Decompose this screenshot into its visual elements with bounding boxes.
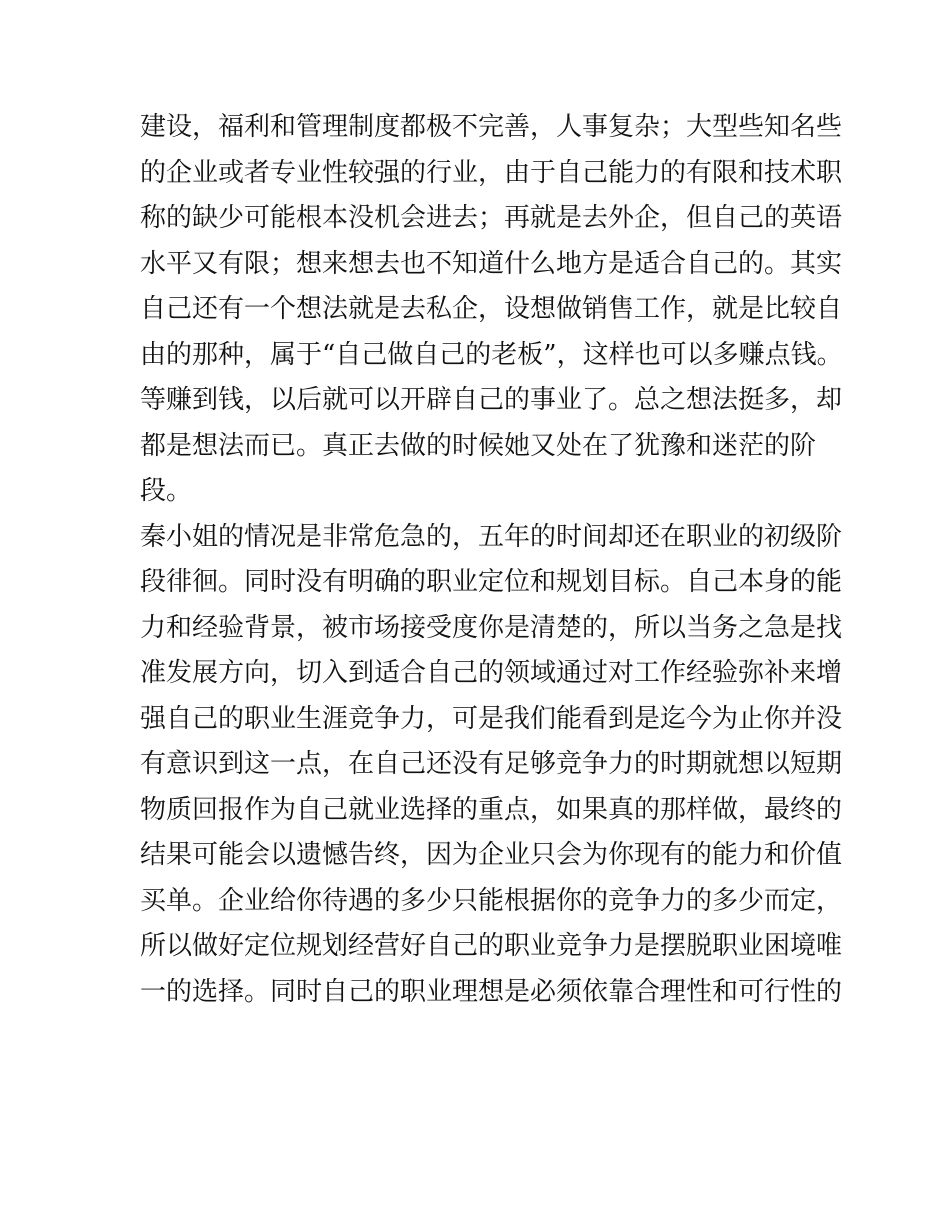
text-line: 的企业或者专业性较强的行业，由于自己能力的有限和技术职 <box>140 157 843 188</box>
text-line: 买单。企业给你待遇的多少只能根据你的竞争力的多少而定， <box>140 885 843 916</box>
text-line: 一的选择。同时自己的职业理想是必须依靠合理性和可行性的 <box>140 976 843 1007</box>
text-line: 段。 <box>140 476 193 506</box>
text-line: 准发展方向，切入到适合自己的领域通过对工作经验弥补来增 <box>140 658 843 688</box>
text-line: 秦小姐的情况是非常危急的，五年的时间却还在职业的初级阶 <box>140 521 843 552</box>
text-line: 物质回报作为自己就业选择的重点，如果真的那样做，最终的 <box>140 794 843 825</box>
text-line: 由的那种，属于“自己做自己的老板”，这样也可以多赚点钱。 <box>140 339 843 370</box>
text-line: 自己还有一个想法就是去私企，设想做销售工作，就是比较自 <box>140 294 843 324</box>
text-line: 结果可能会以遗憾告终，因为企业只会为你现有的能力和价值 <box>140 840 843 870</box>
text-line: 等赚到钱，以后就可以开辟自己的事业了。总之想法挺多，却 <box>140 385 843 415</box>
text-line: 有意识到这一点，在自己还没有足够竞争力的时期就想以短期 <box>140 749 843 779</box>
text-line: 建设，福利和管理制度都极不完善，人事复杂；大型些知名些 <box>140 112 843 142</box>
text-line: 都是想法而已。真正去做的时候她又处在了犹豫和迷茫的阶 <box>140 430 817 461</box>
text-line: 称的缺少可能根本没机会进去；再就是去外企，但自己的英语 <box>140 203 843 233</box>
text-line: 力和经验背景，被市场接受度你是清楚的，所以当务之急是找 <box>140 612 843 643</box>
text-line: 段徘徊。同时没有明确的职业定位和规划目标。自己本身的能 <box>140 567 843 597</box>
text-line: 水平又有限；想来想去也不知道什么地方是适合自己的。其实 <box>140 248 843 279</box>
text-line: 强自己的职业生涯竞争力，可是我们能看到是迄今为止你并没 <box>140 703 843 734</box>
body-text <box>140 105 843 1015</box>
text-line: 所以做好定位规划经营好自己的职业竞争力是摆脱职业困境唯 <box>140 931 843 961</box>
